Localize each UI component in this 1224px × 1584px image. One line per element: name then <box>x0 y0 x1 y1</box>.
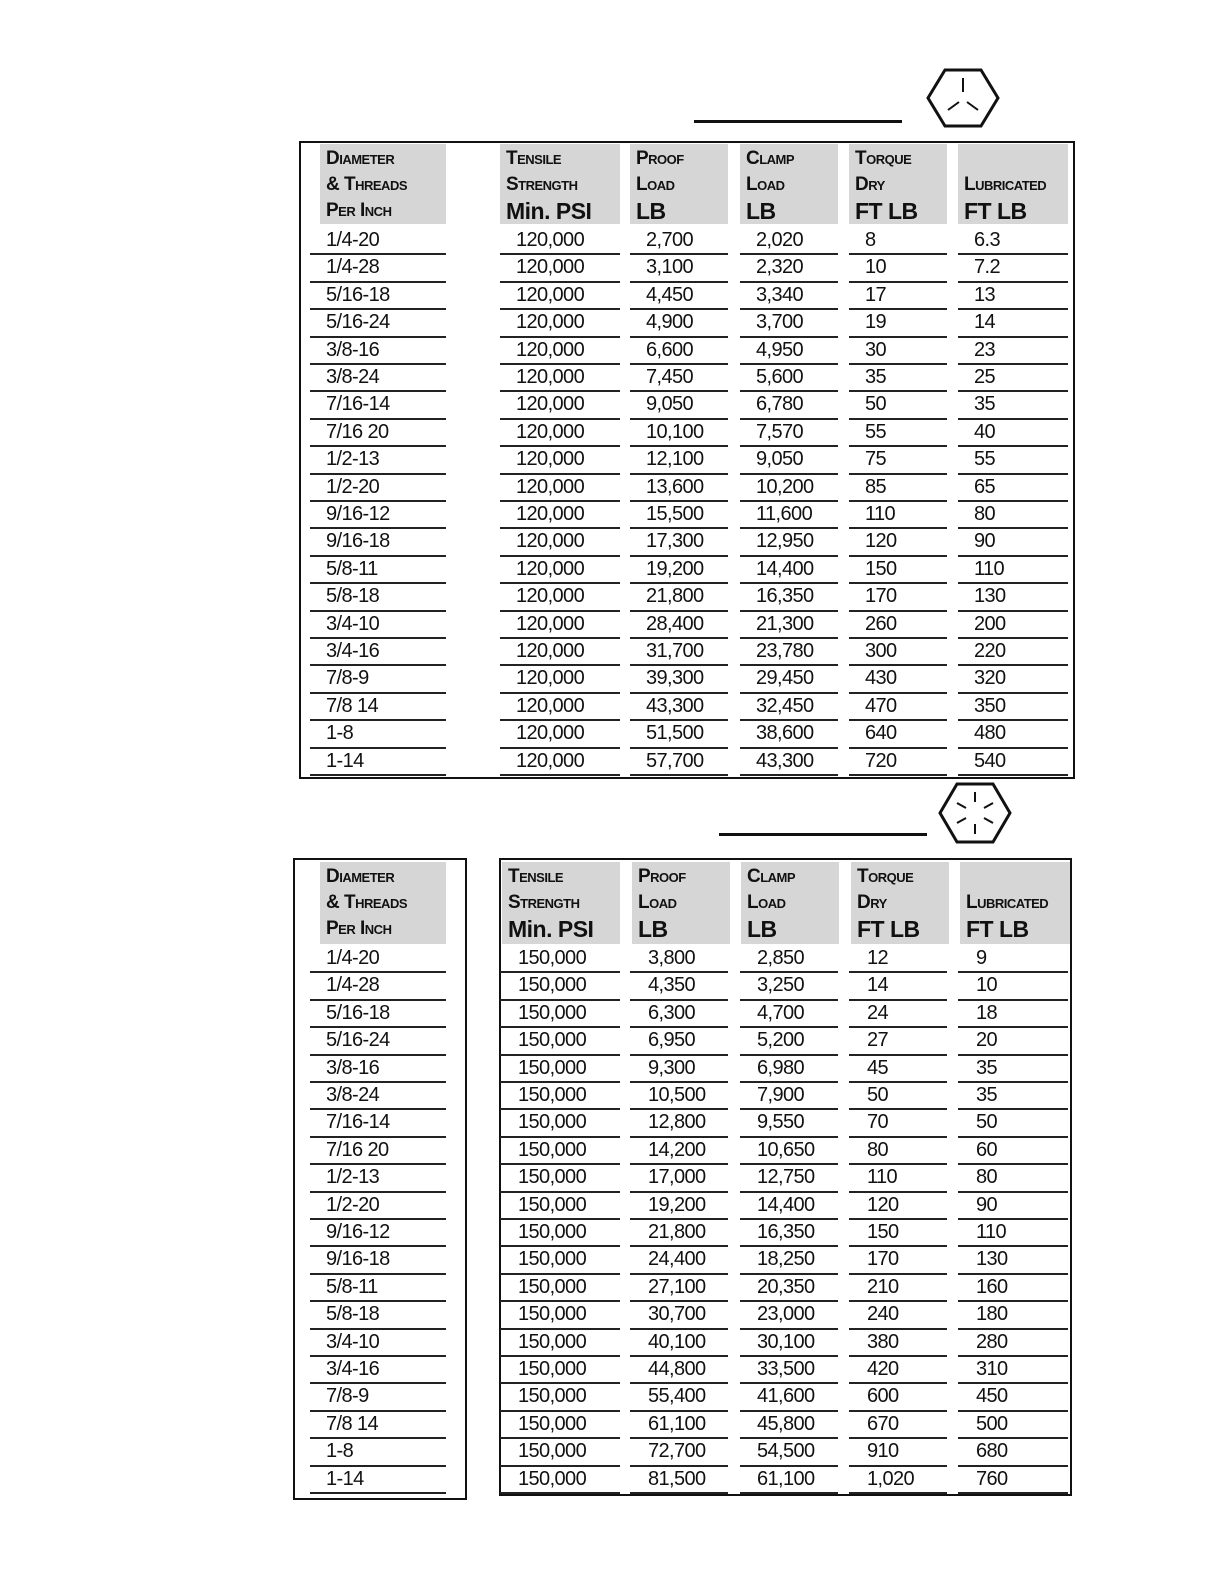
header-line: Torque <box>855 148 912 169</box>
cell-proof-load: 9,050 <box>630 392 728 419</box>
cell-diameter-threads: 1/2-20 <box>310 1193 446 1220</box>
cell-tensile-strength: 150,000 <box>500 1439 620 1466</box>
header-line: & Threads <box>326 892 408 913</box>
cell-lubricated: 60 <box>958 1138 1068 1165</box>
cell-torque-dry: 19 <box>849 310 947 337</box>
cell-clamp-load: 10,650 <box>740 1138 838 1165</box>
cell-tensile-strength: 120,000 <box>500 612 620 639</box>
cell-clamp-load: 54,500 <box>740 1439 838 1466</box>
cell-lubricated: 18 <box>958 1001 1068 1028</box>
cell-clamp-load: 38,600 <box>740 721 838 748</box>
cell-proof-load: 6,600 <box>630 338 728 365</box>
cell-clamp-load: 18,250 <box>740 1247 838 1274</box>
cell-proof-load: 19,200 <box>630 1193 728 1220</box>
header-torque-dry <box>851 862 949 944</box>
cell-tensile-strength: 150,000 <box>500 946 620 973</box>
cell-tensile-strength: 120,000 <box>500 447 620 474</box>
header-line: LB <box>638 916 668 942</box>
cell-proof-load: 31,700 <box>630 639 728 666</box>
cell-diameter-threads: 5/8-11 <box>310 557 446 584</box>
header-line: Min. PSI <box>506 198 592 224</box>
cell-proof-load: 12,100 <box>630 447 728 474</box>
cell-torque-dry: 50 <box>849 1083 947 1110</box>
cell-proof-load: 24,400 <box>630 1247 728 1274</box>
cell-torque-dry: 210 <box>849 1275 947 1302</box>
cell-tensile-strength: 150,000 <box>500 1247 620 1274</box>
cell-diameter-threads: 3/8-24 <box>310 365 446 392</box>
cell-diameter-threads: 3/8-16 <box>310 338 446 365</box>
cell-tensile-strength: 150,000 <box>500 1193 620 1220</box>
cell-lubricated: 23 <box>958 338 1068 365</box>
cell-tensile-strength: 120,000 <box>500 557 620 584</box>
cell-clamp-load: 9,550 <box>740 1110 838 1137</box>
cell-proof-load: 10,100 <box>630 420 728 447</box>
cell-proof-load: 21,800 <box>630 1220 728 1247</box>
cell-clamp-load: 32,450 <box>740 694 838 721</box>
cell-proof-load: 2,700 <box>630 228 728 255</box>
cell-proof-load: 6,950 <box>630 1028 728 1055</box>
cell-diameter-threads: 3/8-24 <box>310 1083 446 1110</box>
cell-tensile-strength: 150,000 <box>500 1275 620 1302</box>
cell-proof-load: 40,100 <box>630 1330 728 1357</box>
cell-lubricated: 500 <box>958 1412 1068 1439</box>
cell-lubricated: 130 <box>958 584 1068 611</box>
cell-torque-dry: 55 <box>849 420 947 447</box>
header-lubricated <box>960 862 1070 944</box>
cell-diameter-threads: 9/16-18 <box>310 529 446 556</box>
cell-clamp-load: 3,700 <box>740 310 838 337</box>
cell-clamp-load: 7,570 <box>740 420 838 447</box>
cell-torque-dry: 1,020 <box>849 1467 947 1494</box>
header-diameter-threads <box>320 862 446 944</box>
cell-proof-load: 57,700 <box>630 749 728 776</box>
cell-torque-dry: 120 <box>849 529 947 556</box>
cell-diameter-threads: 7/16 20 <box>310 420 446 447</box>
header-line: Per Inch <box>326 200 392 221</box>
cell-proof-load: 27,100 <box>630 1275 728 1302</box>
cell-lubricated: 50 <box>958 1110 1068 1137</box>
header-line: FT LB <box>964 198 1027 224</box>
cell-clamp-load: 43,300 <box>740 749 838 776</box>
cell-lubricated: 35 <box>958 1083 1068 1110</box>
cell-clamp-load: 23,000 <box>740 1302 838 1329</box>
cell-tensile-strength: 120,000 <box>500 529 620 556</box>
cell-tensile-strength: 120,000 <box>500 365 620 392</box>
cell-tensile-strength: 150,000 <box>500 1220 620 1247</box>
cell-lubricated: 110 <box>958 557 1068 584</box>
cell-torque-dry: 70 <box>849 1110 947 1137</box>
cell-diameter-threads: 5/8-18 <box>310 1302 446 1329</box>
cell-proof-load: 44,800 <box>630 1357 728 1384</box>
cell-diameter-threads: 1/2-20 <box>310 475 446 502</box>
cell-proof-load: 30,700 <box>630 1302 728 1329</box>
cell-diameter-threads: 3/8-16 <box>310 1056 446 1083</box>
cell-diameter-threads: 9/16-12 <box>310 502 446 529</box>
header-line: Per Inch <box>326 918 392 939</box>
cell-proof-load: 3,100 <box>630 255 728 282</box>
cell-lubricated: 310 <box>958 1357 1068 1384</box>
header-line: Min. PSI <box>508 916 594 942</box>
cell-tensile-strength: 120,000 <box>500 502 620 529</box>
cell-clamp-load: 16,350 <box>740 584 838 611</box>
cell-clamp-load: 12,950 <box>740 529 838 556</box>
cell-torque-dry: 670 <box>849 1412 947 1439</box>
header-line: Load <box>638 892 677 913</box>
header-line: Lubricated <box>966 892 1049 913</box>
cell-clamp-load: 11,600 <box>740 502 838 529</box>
cell-diameter-threads: 9/16-12 <box>310 1220 446 1247</box>
cell-proof-load: 6,300 <box>630 1001 728 1028</box>
cell-diameter-threads: 7/8-9 <box>310 666 446 693</box>
cell-lubricated: 65 <box>958 475 1068 502</box>
header-line: Proof <box>638 866 686 887</box>
cell-proof-load: 4,450 <box>630 283 728 310</box>
bolt-head-grade8-icon <box>938 782 1012 844</box>
cell-proof-load: 17,000 <box>630 1165 728 1192</box>
cell-tensile-strength: 150,000 <box>500 1110 620 1137</box>
cell-tensile-strength: 150,000 <box>500 1467 620 1494</box>
header-line: Torque <box>857 866 914 887</box>
cell-proof-load: 3,800 <box>630 946 728 973</box>
cell-clamp-load: 5,200 <box>740 1028 838 1055</box>
cell-clamp-load: 14,400 <box>740 1193 838 1220</box>
cell-diameter-threads: 1-8 <box>310 1439 446 1466</box>
cell-clamp-load: 61,100 <box>740 1467 838 1494</box>
cell-lubricated: 35 <box>958 1056 1068 1083</box>
cell-torque-dry: 150 <box>849 557 947 584</box>
header-line: Clamp <box>747 866 796 887</box>
cell-torque-dry: 45 <box>849 1056 947 1083</box>
cell-tensile-strength: 120,000 <box>500 310 620 337</box>
cell-clamp-load: 3,340 <box>740 283 838 310</box>
cell-lubricated: 7.2 <box>958 255 1068 282</box>
cell-clamp-load: 6,980 <box>740 1056 838 1083</box>
cell-lubricated: 220 <box>958 639 1068 666</box>
cell-proof-load: 12,800 <box>630 1110 728 1137</box>
header-line: Dry <box>855 174 885 195</box>
cell-lubricated: 280 <box>958 1330 1068 1357</box>
header-proof-load <box>632 862 730 944</box>
cell-diameter-threads: 7/16-14 <box>310 1110 446 1137</box>
cell-torque-dry: 75 <box>849 447 947 474</box>
cell-diameter-threads: 3/4-16 <box>310 639 446 666</box>
cell-lubricated: 10 <box>958 973 1068 1000</box>
cell-clamp-load: 9,050 <box>740 447 838 474</box>
header-line: FT LB <box>855 198 918 224</box>
cell-lubricated: 130 <box>958 1247 1068 1274</box>
cell-tensile-strength: 120,000 <box>500 475 620 502</box>
cell-clamp-load: 2,020 <box>740 228 838 255</box>
header-line <box>966 864 1070 890</box>
cell-tensile-strength: 150,000 <box>500 1083 620 1110</box>
cell-clamp-load: 10,200 <box>740 475 838 502</box>
cell-proof-load: 15,500 <box>630 502 728 529</box>
cell-torque-dry: 470 <box>849 694 947 721</box>
cell-proof-load: 7,450 <box>630 365 728 392</box>
cell-tensile-strength: 120,000 <box>500 584 620 611</box>
cell-torque-dry: 150 <box>849 1220 947 1247</box>
cell-clamp-load: 4,950 <box>740 338 838 365</box>
cell-proof-load: 51,500 <box>630 721 728 748</box>
cell-lubricated: 80 <box>958 1165 1068 1192</box>
header-line: Load <box>636 174 675 195</box>
cell-diameter-threads: 7/8 14 <box>310 1412 446 1439</box>
cell-lubricated: 14 <box>958 310 1068 337</box>
cell-proof-load: 4,900 <box>630 310 728 337</box>
cell-tensile-strength: 120,000 <box>500 255 620 282</box>
cell-torque-dry: 85 <box>849 475 947 502</box>
cell-clamp-load: 29,450 <box>740 666 838 693</box>
cell-diameter-threads: 5/16-24 <box>310 1028 446 1055</box>
cell-torque-dry: 640 <box>849 721 947 748</box>
cell-tensile-strength: 120,000 <box>500 338 620 365</box>
cell-tensile-strength: 150,000 <box>500 1001 620 1028</box>
cell-torque-dry: 17 <box>849 283 947 310</box>
bolt-head-grade5-icon <box>926 68 1000 128</box>
cell-clamp-load: 45,800 <box>740 1412 838 1439</box>
cell-lubricated: 160 <box>958 1275 1068 1302</box>
cell-proof-load: 61,100 <box>630 1412 728 1439</box>
cell-torque-dry: 24 <box>849 1001 947 1028</box>
cell-lubricated: 55 <box>958 447 1068 474</box>
header-line: Dry <box>857 892 887 913</box>
cell-proof-load: 81,500 <box>630 1467 728 1494</box>
cell-clamp-load: 2,320 <box>740 255 838 282</box>
header-line: Load <box>746 174 785 195</box>
cell-lubricated: 9 <box>958 946 1068 973</box>
header-line: Strength <box>508 892 580 913</box>
header-tensile-strength <box>500 144 620 224</box>
cell-diameter-threads: 5/16-18 <box>310 283 446 310</box>
cell-torque-dry: 300 <box>849 639 947 666</box>
cell-lubricated: 480 <box>958 721 1068 748</box>
cell-lubricated: 20 <box>958 1028 1068 1055</box>
cell-torque-dry: 720 <box>849 749 947 776</box>
cell-diameter-threads: 7/8 14 <box>310 694 446 721</box>
header-line: FT LB <box>966 916 1029 942</box>
cell-clamp-load: 4,700 <box>740 1001 838 1028</box>
cell-tensile-strength: 150,000 <box>500 1412 620 1439</box>
cell-proof-load: 72,700 <box>630 1439 728 1466</box>
cell-tensile-strength: 150,000 <box>500 1056 620 1083</box>
cell-tensile-strength: 120,000 <box>500 666 620 693</box>
cell-proof-load: 19,200 <box>630 557 728 584</box>
cell-clamp-load: 5,600 <box>740 365 838 392</box>
cell-tensile-strength: 150,000 <box>500 1165 620 1192</box>
cell-diameter-threads: 1/4-20 <box>310 946 446 973</box>
cell-proof-load: 17,300 <box>630 529 728 556</box>
header-line: FT LB <box>857 916 920 942</box>
cell-tensile-strength: 120,000 <box>500 283 620 310</box>
cell-clamp-load: 7,900 <box>740 1083 838 1110</box>
cell-torque-dry: 420 <box>849 1357 947 1384</box>
cell-diameter-threads: 1/4-20 <box>310 228 446 255</box>
cell-diameter-threads: 7/16 20 <box>310 1138 446 1165</box>
title-underline-2 <box>719 833 927 836</box>
cell-torque-dry: 380 <box>849 1330 947 1357</box>
cell-proof-load: 39,300 <box>630 666 728 693</box>
cell-clamp-load: 16,350 <box>740 1220 838 1247</box>
cell-clamp-load: 33,500 <box>740 1357 838 1384</box>
cell-lubricated: 450 <box>958 1384 1068 1411</box>
cell-diameter-threads: 5/8-11 <box>310 1275 446 1302</box>
cell-torque-dry: 80 <box>849 1138 947 1165</box>
header-line: Strength <box>506 174 578 195</box>
cell-diameter-threads: 7/8-9 <box>310 1384 446 1411</box>
cell-torque-dry: 120 <box>849 1193 947 1220</box>
cell-clamp-load: 12,750 <box>740 1165 838 1192</box>
cell-clamp-load: 41,600 <box>740 1384 838 1411</box>
header-line: & Threads <box>326 174 408 195</box>
cell-proof-load: 13,600 <box>630 475 728 502</box>
cell-lubricated: 40 <box>958 420 1068 447</box>
cell-lubricated: 200 <box>958 612 1068 639</box>
cell-lubricated: 680 <box>958 1439 1068 1466</box>
cell-torque-dry: 170 <box>849 584 947 611</box>
cell-diameter-threads: 3/4-10 <box>310 612 446 639</box>
header-tensile-strength <box>502 862 620 944</box>
cell-diameter-threads: 1-8 <box>310 721 446 748</box>
cell-proof-load: 14,200 <box>630 1138 728 1165</box>
title-underline-1 <box>694 120 902 123</box>
cell-tensile-strength: 120,000 <box>500 420 620 447</box>
cell-lubricated: 25 <box>958 365 1068 392</box>
cell-diameter-threads: 9/16-18 <box>310 1247 446 1274</box>
cell-lubricated: 350 <box>958 694 1068 721</box>
cell-torque-dry: 600 <box>849 1384 947 1411</box>
header-line: Load <box>747 892 786 913</box>
header-line: Lubricated <box>964 174 1047 195</box>
cell-diameter-threads: 7/16-14 <box>310 392 446 419</box>
cell-proof-load: 10,500 <box>630 1083 728 1110</box>
cell-torque-dry: 27 <box>849 1028 947 1055</box>
header-diameter-threads <box>320 144 446 224</box>
cell-lubricated: 90 <box>958 529 1068 556</box>
cell-lubricated: 320 <box>958 666 1068 693</box>
header-clamp-load <box>741 862 839 944</box>
header-line: Clamp <box>746 148 795 169</box>
cell-torque-dry: 110 <box>849 1165 947 1192</box>
cell-clamp-load: 20,350 <box>740 1275 838 1302</box>
cell-torque-dry: 14 <box>849 973 947 1000</box>
cell-torque-dry: 30 <box>849 338 947 365</box>
cell-diameter-threads: 1/4-28 <box>310 255 446 282</box>
cell-tensile-strength: 150,000 <box>500 1138 620 1165</box>
header-clamp-load <box>740 144 838 224</box>
cell-lubricated: 180 <box>958 1302 1068 1329</box>
cell-proof-load: 28,400 <box>630 612 728 639</box>
cell-lubricated: 760 <box>958 1467 1068 1494</box>
cell-torque-dry: 8 <box>849 228 947 255</box>
cell-lubricated: 35 <box>958 392 1068 419</box>
header-line: Proof <box>636 148 684 169</box>
cell-clamp-load: 6,780 <box>740 392 838 419</box>
cell-diameter-threads: 1/2-13 <box>310 447 446 474</box>
cell-proof-load: 43,300 <box>630 694 728 721</box>
cell-torque-dry: 12 <box>849 946 947 973</box>
header-line: LB <box>747 916 777 942</box>
cell-tensile-strength: 120,000 <box>500 228 620 255</box>
header-line: Tensile <box>506 148 562 169</box>
cell-tensile-strength: 120,000 <box>500 721 620 748</box>
cell-torque-dry: 170 <box>849 1247 947 1274</box>
header-line <box>964 146 1068 172</box>
cell-tensile-strength: 150,000 <box>500 1028 620 1055</box>
cell-diameter-threads: 1/4-28 <box>310 973 446 1000</box>
cell-diameter-threads: 5/16-24 <box>310 310 446 337</box>
header-torque-dry <box>849 144 947 224</box>
cell-tensile-strength: 120,000 <box>500 749 620 776</box>
cell-diameter-threads: 1/2-13 <box>310 1165 446 1192</box>
cell-diameter-threads: 1-14 <box>310 1467 446 1494</box>
cell-lubricated: 90 <box>958 1193 1068 1220</box>
cell-clamp-load: 14,400 <box>740 557 838 584</box>
header-line: Diameter <box>326 866 395 887</box>
cell-diameter-threads: 5/16-18 <box>310 1001 446 1028</box>
cell-clamp-load: 3,250 <box>740 973 838 1000</box>
header-line: LB <box>746 198 776 224</box>
cell-tensile-strength: 120,000 <box>500 639 620 666</box>
cell-torque-dry: 35 <box>849 365 947 392</box>
cell-lubricated: 80 <box>958 502 1068 529</box>
cell-proof-load: 9,300 <box>630 1056 728 1083</box>
cell-clamp-load: 30,100 <box>740 1330 838 1357</box>
cell-torque-dry: 240 <box>849 1302 947 1329</box>
cell-tensile-strength: 150,000 <box>500 1357 620 1384</box>
cell-lubricated: 6.3 <box>958 228 1068 255</box>
header-line: Diameter <box>326 148 395 169</box>
header-proof-load <box>630 144 728 224</box>
cell-lubricated: 540 <box>958 749 1068 776</box>
cell-torque-dry: 260 <box>849 612 947 639</box>
cell-diameter-threads: 3/4-10 <box>310 1330 446 1357</box>
header-line: Tensile <box>508 866 564 887</box>
cell-tensile-strength: 150,000 <box>500 1302 620 1329</box>
cell-tensile-strength: 150,000 <box>500 1330 620 1357</box>
cell-lubricated: 13 <box>958 283 1068 310</box>
cell-proof-load: 55,400 <box>630 1384 728 1411</box>
cell-clamp-load: 23,780 <box>740 639 838 666</box>
cell-clamp-load: 2,850 <box>740 946 838 973</box>
header-lubricated <box>958 144 1068 224</box>
cell-diameter-threads: 1-14 <box>310 749 446 776</box>
cell-clamp-load: 21,300 <box>740 612 838 639</box>
cell-torque-dry: 10 <box>849 255 947 282</box>
cell-tensile-strength: 150,000 <box>500 973 620 1000</box>
cell-diameter-threads: 3/4-16 <box>310 1357 446 1384</box>
cell-torque-dry: 430 <box>849 666 947 693</box>
cell-torque-dry: 910 <box>849 1439 947 1466</box>
cell-tensile-strength: 120,000 <box>500 392 620 419</box>
cell-tensile-strength: 150,000 <box>500 1384 620 1411</box>
cell-torque-dry: 50 <box>849 392 947 419</box>
cell-torque-dry: 110 <box>849 502 947 529</box>
header-line: LB <box>636 198 666 224</box>
cell-proof-load: 21,800 <box>630 584 728 611</box>
cell-diameter-threads: 5/8-18 <box>310 584 446 611</box>
cell-lubricated: 110 <box>958 1220 1068 1247</box>
cell-tensile-strength: 120,000 <box>500 694 620 721</box>
cell-proof-load: 4,350 <box>630 973 728 1000</box>
